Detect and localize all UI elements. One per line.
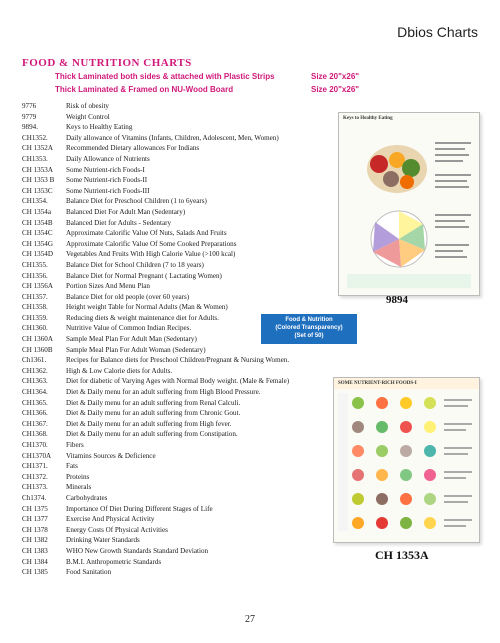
chart-code: CH 1383: [22, 546, 48, 555]
chart-list-item: [22, 525, 342, 536]
chart-list-item: [22, 387, 342, 398]
chart-title: Some Nutrient-rich Foods-I: [66, 165, 145, 174]
chart-title: Diet & Daily menu for an adult suffering from Renal Calculi.: [66, 398, 241, 407]
chart-code: CH 1354D: [22, 250, 53, 259]
chart-code: CH1364.: [22, 388, 48, 397]
chart-title: Nutritive Value of Common Indian Recipes.: [66, 324, 192, 333]
chart-list-item: [22, 101, 342, 112]
chart-title: Diet & Daily menu for an adult suffering from High Blood Pressure.: [66, 388, 261, 397]
chart-code: Ch1374.: [22, 493, 47, 502]
chart-code: CH 1354B: [22, 218, 53, 227]
chart-title: Daily Allowance of Nutrients: [66, 154, 150, 163]
chart-list-item: [22, 451, 342, 462]
chart-title: Some Nutrient-rich Foods-III: [66, 186, 150, 195]
chart-title: Food Sanitation: [66, 568, 112, 577]
chart-code: CH1372.: [22, 472, 48, 481]
chart-title: Weight Control: [66, 112, 110, 121]
chart-code: CH 1384: [22, 557, 48, 566]
chart-title: Balance Diet for Normal Pregnant ( Lactating Women): [66, 271, 222, 280]
chart-title: Fats: [66, 462, 78, 471]
chart-list-item: [22, 302, 342, 313]
lamination-size-1: Size 20"x26": [311, 72, 360, 81]
chart-code: CH 1353 B: [22, 176, 55, 185]
chart-title: Recipes for Balance diets for Preschool Children/Pregnant & Nursing Women.: [66, 356, 290, 365]
chart-list-item: [22, 440, 342, 451]
chart-code: CH1363.: [22, 377, 48, 386]
chart-title: Daily allowance of Vitamins (Infants, Children, Adolescent, Men, Women): [66, 133, 279, 142]
chart-title: Approximate Calorific Value Of Some Cooked Preparations: [66, 239, 237, 248]
chart-code: CH1371.: [22, 462, 48, 471]
chart-title: Height weight Table for Normal Adults (Man & Women): [66, 303, 228, 312]
chart-code: CH 1360B: [22, 345, 53, 354]
chart-title: Sample Meal Plan For Adult Man (Sedentary): [66, 335, 197, 344]
chart-list-item: [22, 260, 342, 271]
poster-caption-ch1353a: CH 1353A: [375, 548, 429, 562]
chart-code: CH1358.: [22, 303, 48, 312]
poster-heading: Keys to Healthy Eating: [343, 116, 393, 121]
chart-title: B.M.I. Anthropometric Standards: [66, 557, 162, 566]
chart-list-item: [22, 112, 342, 123]
chart-code: 9776: [22, 102, 37, 110]
chart-title: Diet & Daily menu for an adult suffering from High fever.: [66, 419, 232, 428]
chart-list-item: [22, 472, 342, 483]
chart-title: Vegetables And Fruits With High Calorie Value (>100 kcal): [66, 250, 236, 259]
chart-title: Recommended Dietary allowances For Indians: [66, 144, 200, 153]
chart-list-item: [22, 271, 342, 282]
chart-list-item: [22, 228, 342, 239]
chart-title: Diet & Daily menu for an adult suffering from Chronic Gout.: [66, 409, 241, 418]
lamination-size-2: Size 20"x26": [311, 85, 360, 94]
chart-code: CH1352.: [22, 133, 48, 142]
chart-code: CH1353.: [22, 154, 48, 163]
lamination-option-1: Thick Laminated both sides & attached with Plastic Strips: [55, 72, 275, 81]
chart-title: Energy Costs Of Physical Activities: [66, 525, 168, 534]
chart-list-item: [22, 281, 342, 292]
poster-nutrient-rich-foods: [333, 377, 480, 543]
chart-list-item: [22, 419, 342, 430]
chart-title: Some Nutrient-rich Foods-II: [66, 176, 148, 185]
chart-code: CH1366.: [22, 409, 48, 418]
badge-line-3: (Set of 50): [294, 333, 324, 339]
chart-title: Reducing diets & weight maintenance diet for Adults.: [66, 313, 219, 322]
chart-code: CH 1353A: [22, 165, 53, 174]
chart-code: CH 1377: [22, 515, 48, 524]
chart-title: Exercise And Physical Activity: [66, 515, 155, 524]
chart-title: Keys to Healthy Eating: [66, 123, 133, 132]
badge-line-1: Food & Nutrition: [285, 317, 333, 323]
chart-code: Ch1361.: [22, 356, 47, 365]
chart-code: CH 1360A: [22, 335, 53, 344]
chart-title: Minerals: [66, 483, 92, 492]
chart-list-item: [22, 165, 342, 176]
chart-list-item: [22, 429, 342, 440]
chart-title: Importance Of Diet During Different Stages of Life: [66, 504, 213, 513]
chart-list-item: [22, 366, 342, 377]
chart-code: CH 1378: [22, 525, 48, 534]
chart-code: CH1370A: [22, 451, 52, 460]
chart-title: Balance Diet for School Children (7 to 18 years): [66, 260, 204, 269]
chart-list-item: [22, 175, 342, 186]
chart-code: CH1356.: [22, 271, 48, 280]
chart-list-item: [22, 408, 342, 419]
chart-code: CH 1354C: [22, 229, 53, 238]
chart-code: 9894.: [22, 123, 38, 132]
chart-code: CH1357.: [22, 292, 48, 301]
chart-code: CH1355.: [22, 260, 48, 269]
chart-code: CH 1354G: [22, 239, 53, 248]
chart-list-item: [22, 493, 342, 504]
transparency-badge: [261, 314, 357, 344]
chart-code: CH1362.: [22, 366, 48, 375]
chart-code: CH1373.: [22, 483, 48, 492]
chart-list-item: [22, 535, 342, 546]
chart-list-item: [22, 239, 342, 250]
chart-list-item: [22, 292, 342, 303]
chart-title: High & Low Calorie diets for Adults.: [66, 366, 173, 375]
chart-list-item: [22, 154, 342, 165]
chart-list-item: [22, 143, 342, 154]
chart-title: Drinking Water Standards: [66, 536, 140, 545]
poster-caption-9894: 9894: [386, 294, 408, 306]
chart-list-item: [22, 122, 342, 133]
chart-list-item: [22, 398, 342, 409]
chart-list-item: [22, 504, 342, 515]
chart-list-item: [22, 186, 342, 197]
chart-list-item: [22, 557, 342, 568]
chart-list-item: [22, 482, 342, 493]
chart-title: WHO New Growth Standards Standard Deviation: [66, 546, 209, 555]
chart-code: 9779: [22, 112, 37, 121]
chart-list-item: [22, 514, 342, 525]
chart-title: Balanced Diet For Adult Man (Sedentary): [66, 207, 186, 216]
chart-code: CH 1375: [22, 504, 48, 513]
poster-illustration: [334, 389, 479, 541]
chart-list-item: [22, 355, 342, 366]
poster-keys-healthy-eating: [338, 112, 480, 296]
chart-title: Carbohydrates: [66, 493, 108, 502]
chart-code: CH1367.: [22, 419, 48, 428]
chart-code: CH1360.: [22, 324, 48, 333]
chart-code: CH1370.: [22, 441, 48, 449]
poster-illustration: [339, 124, 479, 294]
chart-list-item: [22, 376, 342, 387]
chart-title: Approximate Calorific Value Of Nuts, Salads And Fruits: [66, 229, 227, 238]
chart-title: Diet & Daily menu for an adult suffering from Constipation.: [66, 430, 238, 439]
chart-list-item: [22, 345, 342, 356]
lamination-option-2: Thick Laminated & Framed on NU-Wood Board: [55, 85, 234, 94]
chart-title: Diet for diabetic of Varying Ages with Normal Body weight. (Male & Female): [66, 377, 290, 386]
chart-list-item: [22, 218, 342, 229]
chart-code: CH1365.: [22, 398, 48, 407]
badge-line-2: (Colored Transparency): [275, 325, 343, 331]
chart-title: Balance Diet for Preschool Children (1 to 6years): [66, 197, 207, 206]
chart-title: Portion Sizes And Menu Plan: [66, 282, 150, 291]
section-title: FOOD & NUTRITION CHARTS: [22, 57, 192, 69]
chart-title: Fibers: [66, 441, 84, 449]
chart-list-item: [22, 249, 342, 260]
chart-list-item: [22, 567, 342, 578]
chart-code: CH 1356A: [22, 282, 53, 291]
chart-list-item: [22, 196, 342, 207]
chart-title: Balanced Diet for Adults - Sedentary: [66, 218, 171, 227]
chart-title: Sample Meal Plan For Adult Woman (Sedentary): [66, 345, 206, 354]
chart-title: Balance Diet for old people (over 60 years): [66, 292, 190, 301]
chart-title: Proteins: [66, 472, 90, 481]
brand-name: Dbios Charts: [397, 24, 478, 40]
chart-list-item: [22, 461, 342, 472]
page-number: 27: [245, 614, 255, 625]
chart-code: CH 1352A: [22, 144, 53, 153]
chart-code: CH 1385: [22, 568, 48, 577]
chart-title: Risk of obesity: [66, 102, 109, 110]
chart-list-item: [22, 207, 342, 218]
chart-code: CH1354.: [22, 197, 48, 206]
chart-code: CH 1353C: [22, 186, 53, 195]
chart-code: CH 1354a: [22, 207, 51, 216]
poster-heading: SOME NUTRIENT-RICH FOODS-I: [334, 378, 479, 389]
chart-list-item: [22, 133, 342, 144]
chart-code: CH1359.: [22, 313, 48, 322]
chart-code: CH 1382: [22, 536, 48, 545]
chart-list-item: [22, 546, 342, 557]
chart-code: CH1368.: [22, 430, 48, 439]
chart-title: Vitamins Sources & Deficience: [66, 451, 156, 460]
